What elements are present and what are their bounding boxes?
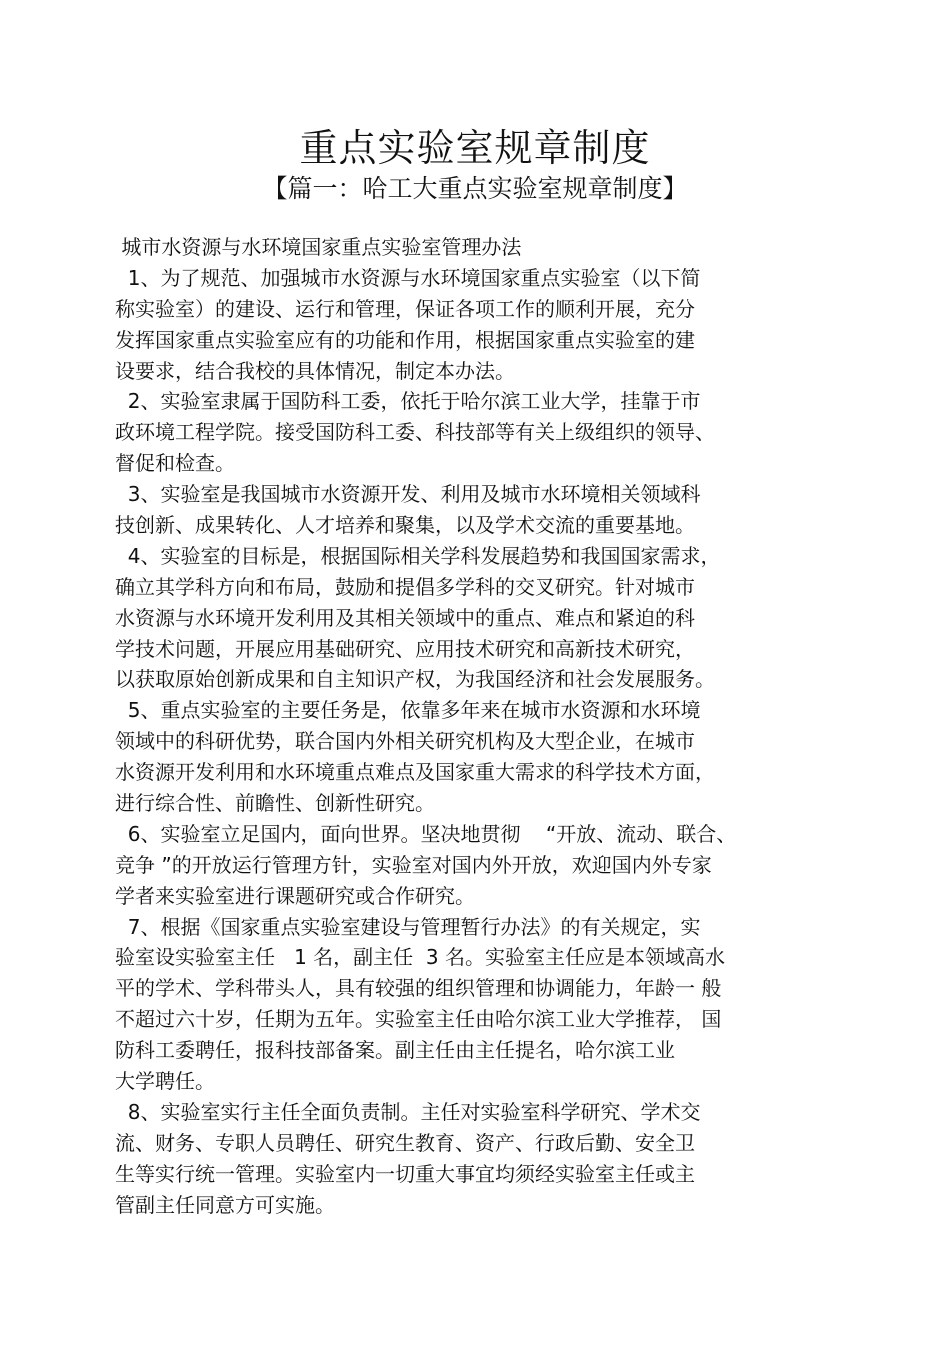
text-line: 水资源开发利用和水环境重点难点及国家重大需求的科学技术方面， [115, 760, 715, 785]
text-line: 竞争 ”的开放运行管理方针，实验室对国内外开放，欢迎国内外专家 [115, 852, 712, 877]
text-line: 领域中的科研优势，联合国内外相关研究机构及大型企业，在城市 [115, 729, 695, 754]
text-line: 管副主任同意方可实施。 [115, 1192, 335, 1217]
text-line: 8、实验室实行主任全面负责制。主任对实验室科学研究、学术交 [115, 1099, 701, 1124]
text-line: 发挥国家重点实验室应有的功能和作用，根据国家重点实验室的建 [115, 327, 695, 352]
text-line: 平的学术、学科带头人，具有较强的组织管理和协调能力，年龄一 般 [115, 976, 722, 1001]
text-line: 称实验室）的建设、运行和管理，保证各项工作的顺利开展，充分 [115, 296, 695, 321]
text-line: 1、为了规范、加强城市水资源与水环境国家重点实验室（以下简 [115, 265, 701, 290]
text-line: 政环境工程学院。接受国防科工委、科技部等有关上级组织的领导、 [115, 420, 715, 445]
text-line: 流、财务、专职人员聘任、研究生教育、资产、行政后勤、安全卫 [115, 1130, 695, 1155]
text-line: 学者来实验室进行课题研究或合作研究。 [115, 883, 475, 908]
text-line: 技创新、成果转化、人才培养和聚集，以及学术交流的重要基地。 [115, 513, 695, 538]
text-line: 确立其学科方向和布局，鼓励和提倡多学科的交叉研究。针对城市 [115, 574, 695, 599]
text-line: 水资源与水环境开发利用及其相关领域中的重点、难点和紧迫的科 [115, 605, 695, 630]
text-line: 验室设实验室主任 1 名，副主任 3 名。实验室主任应是本领域高水 [115, 945, 725, 970]
text-line: 6、实验室立足国内，面向世界。坚决地贯彻 “开放、流动、联合、 [115, 821, 737, 846]
text-line: 城市水资源与水环境国家重点实验室管理办法 [115, 235, 522, 259]
document-body [115, 232, 805, 1221]
text-line: 5、重点实验室的主要任务是，依靠多年来在城市水资源和水环境 [115, 698, 701, 723]
text-line: 督促和检查。 [115, 451, 235, 476]
document-title: 重点实验室规章制度 [299, 126, 651, 170]
text-line: 以获取原始创新成果和自主知识产权，为我国经济和社会发展服务。 [115, 667, 715, 692]
text-line: 生等实行统一管理。实验室内一切重大事宜均须经实验室主任或主 [115, 1161, 695, 1186]
text-line: 4、实验室的目标是，根据国际相关学科发展趋势和我国国家需求， [115, 543, 721, 568]
text-line: 7、根据《国家重点实验室建设与管理暂行办法》的有关规定，实 [115, 914, 701, 939]
text-line: 进行综合性、前瞻性、创新性研究。 [115, 791, 435, 816]
text-line: 学技术问题，开展应用基础研究、应用技术研究和高新技术研究， [115, 636, 695, 661]
text-line: 设要求，结合我校的具体情况，制定本办法。 [115, 358, 515, 383]
text-line: 防科工委聘任，报科技部备案。副主任由主任提名，哈尔滨工业 [115, 1038, 675, 1063]
document-subtitle: 【篇一：哈工大重点实验室规章制度】 [262, 174, 688, 203]
text-line: 大学聘任。 [115, 1069, 215, 1094]
text-line: 2、实验室隶属于国防科工委，依托于哈尔滨工业大学，挂靠于市 [115, 389, 701, 414]
text-line: 3、实验室是我国城市水资源开发、利用及城市水环境相关领域科 [115, 482, 701, 507]
text-line: 不超过六十岁，任期为五年。实验室主任由哈尔滨工业大学推荐， 国 [115, 1007, 722, 1032]
